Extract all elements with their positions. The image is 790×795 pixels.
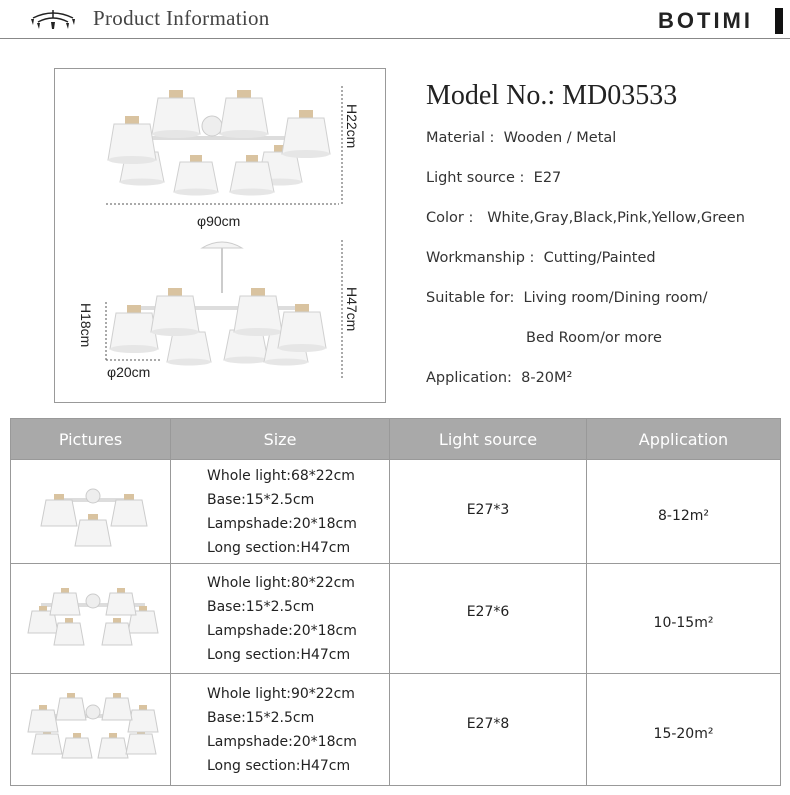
spec-value: Living room/Dining room/ — [523, 290, 708, 306]
size-line: Base:15*2.5cm — [207, 491, 315, 508]
bottom-height-label: H47cm — [344, 287, 360, 332]
brand-bar — [775, 8, 783, 34]
light-source-cell: E27*3 — [390, 460, 587, 564]
header-pictures: Pictures — [11, 419, 171, 460]
top-width-label: φ90cm — [197, 213, 241, 229]
spec-label: Application: — [426, 370, 512, 386]
table-row — [11, 674, 781, 786]
application-cell: 10-15m² — [587, 564, 781, 674]
header-divider — [0, 38, 790, 39]
top-height-label: H22cm — [344, 104, 360, 149]
chandelier-6-lights-icon — [21, 577, 161, 657]
spec-label: Suitable for: — [426, 290, 515, 306]
light-source-cell: E27*8 — [390, 674, 587, 786]
size-cell — [171, 564, 390, 674]
spec-label: Color : — [426, 210, 474, 226]
spec-label: Light source : — [426, 170, 525, 186]
header-application: Application — [587, 419, 781, 460]
chandelier-dimension-drawing — [54, 68, 386, 403]
shade-height-label: H18cm — [78, 303, 94, 348]
table-row — [11, 564, 781, 674]
chandelier-icon — [30, 10, 76, 32]
table-row — [11, 460, 781, 564]
spec-suitable-for-cont — [526, 330, 662, 346]
spec-light-source — [426, 170, 561, 186]
size-line: Long section:H47cm — [207, 539, 351, 556]
size-line: Long section:H47cm — [207, 757, 351, 774]
spec-value: Bed Room/or more — [526, 330, 662, 346]
chandelier-3-lights-icon — [21, 470, 161, 550]
size-line: Whole light:90*22cm — [207, 685, 355, 702]
size-line: Base:15*2.5cm — [207, 709, 315, 726]
spec-material — [426, 130, 616, 146]
spec-value: E27 — [533, 170, 562, 186]
spec-value: White,Gray,Black,Pink,Yellow,Green — [487, 210, 745, 226]
application-cell: 8-12m² — [587, 460, 781, 564]
size-line: Lampshade:20*18cm — [207, 515, 357, 532]
size-line: Base:15*2.5cm — [207, 598, 315, 615]
spec-value: Wooden / Metal — [503, 130, 617, 146]
spec-suitable-for — [426, 290, 707, 306]
header-size: Size — [171, 419, 390, 460]
product-picture — [11, 564, 171, 674]
size-line: Long section:H47cm — [207, 646, 351, 663]
size-cell — [171, 460, 390, 564]
model-number: Model No.: MD03533 — [426, 80, 678, 111]
spec-value: 8-20M² — [521, 370, 573, 386]
product-picture — [11, 460, 171, 564]
spec-color — [426, 210, 745, 226]
table-header-row — [11, 419, 781, 460]
size-line: Lampshade:20*18cm — [207, 622, 357, 639]
spec-value: Cutting/Painted — [543, 250, 656, 266]
size-line: Lampshade:20*18cm — [207, 733, 357, 750]
size-cell — [171, 674, 390, 786]
spec-label: Material : — [426, 130, 495, 146]
spec-workmanship — [426, 250, 656, 266]
product-picture — [11, 674, 171, 786]
spec-application — [426, 370, 572, 386]
size-table — [10, 418, 781, 786]
brand-logo: BOTIMI — [658, 8, 753, 33]
page-title: Product Information — [93, 6, 270, 30]
base-diameter-label: φ20cm — [107, 364, 151, 380]
header-light-source: Light source — [390, 419, 587, 460]
light-source-cell: E27*6 — [390, 564, 587, 674]
size-line: Whole light:80*22cm — [207, 574, 355, 591]
size-line: Whole light:68*22cm — [207, 467, 355, 484]
chandelier-8-lights-icon — [21, 686, 161, 770]
application-cell: 15-20m² — [587, 674, 781, 786]
spec-label: Workmanship : — [426, 250, 535, 266]
